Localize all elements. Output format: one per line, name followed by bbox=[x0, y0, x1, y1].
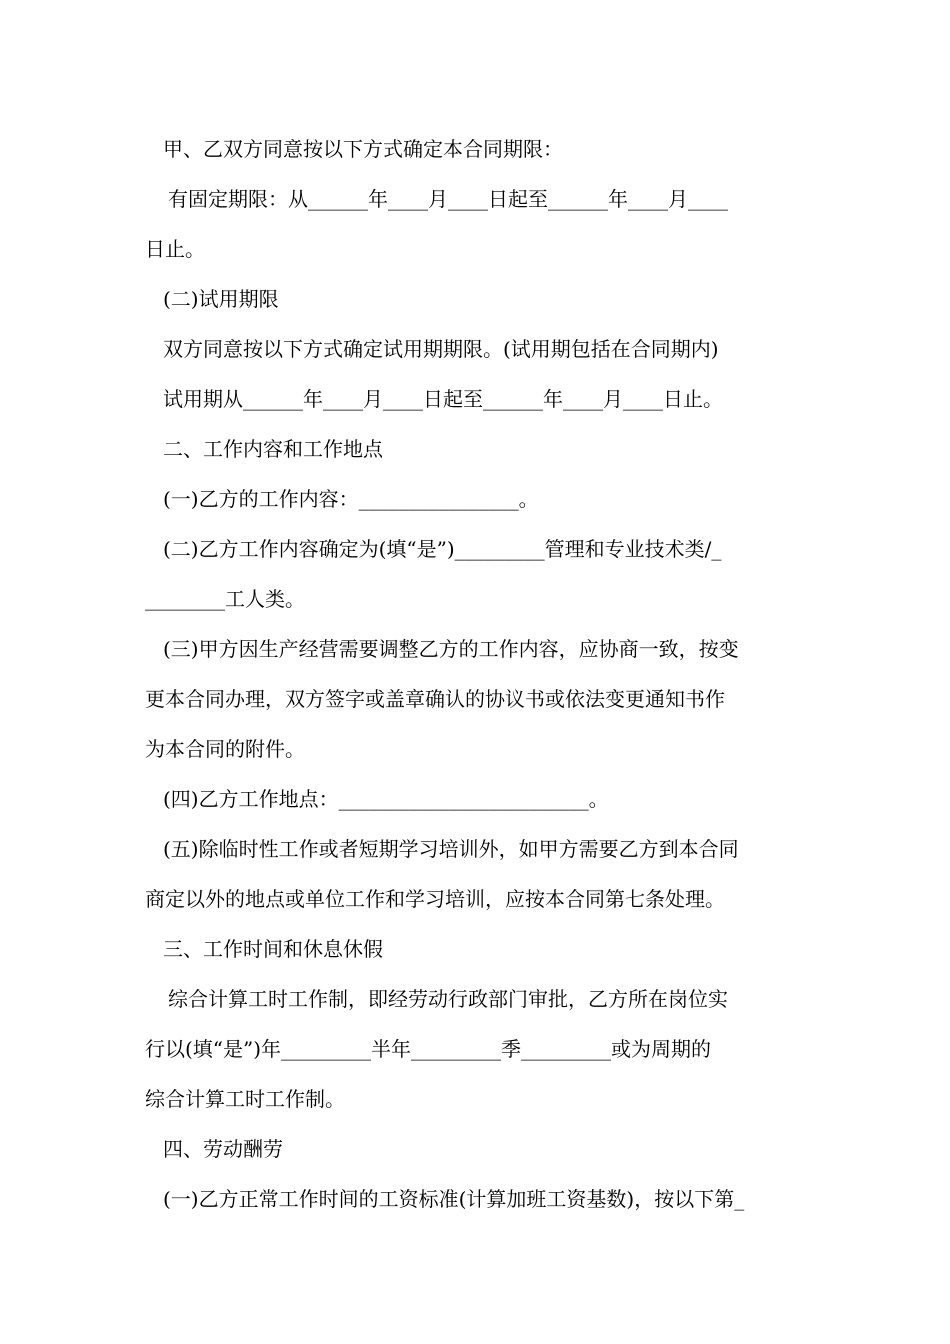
paragraph-comprehensive-hours: 综合计算工时工作制，即经劳动行政部门审批，乙方所在岗位实 bbox=[168, 987, 728, 1011]
heading-work-content: 二、工作内容和工作地点 bbox=[163, 437, 383, 461]
paragraph-work-location: (四)乙方工作地点：_________________________。 bbox=[163, 787, 609, 811]
heading-probation: (二)试用期限 bbox=[163, 287, 279, 311]
paragraph-fixed-term-end: 日止。 bbox=[145, 237, 205, 261]
paragraph-fixed-term: 有固定期限：从______年____月____日起至______年____月____ bbox=[168, 187, 728, 211]
paragraph-work-type: (二)乙方工作内容确定为(填“是”)_________管理和专业技术类/_ bbox=[163, 537, 722, 561]
paragraph-work-content: (一)乙方的工作内容：________________。 bbox=[163, 487, 539, 511]
paragraph-adjust-content-cont1: 更本合同办理，双方签字或盖章确认的协议书或依法变更通知书作 bbox=[145, 687, 725, 711]
paragraph-adjust-content: (三)甲方因生产经营需要调整乙方的工作内容，应协商一致，按变 bbox=[163, 637, 739, 661]
paragraph-contract-term-intro: 甲、乙双方同意按以下方式确定本合同期限： bbox=[163, 137, 563, 161]
paragraph-other-location-cont: 商定以外的地点或单位工作和学习培训，应按本合同第七条处理。 bbox=[145, 887, 725, 911]
paragraph-work-type-cont: ________工人类。 bbox=[145, 587, 305, 611]
paragraph-comprehensive-hours-cont1: 行以(填“是”)年_________半年_________季_________或为周期的 bbox=[145, 1037, 712, 1061]
heading-remuneration: 四、劳动酬劳 bbox=[163, 1137, 283, 1161]
paragraph-probation-dates: 试用期从______年____月____日起至______年____月____日止。 bbox=[163, 387, 723, 411]
paragraph-probation-intro: 双方同意按以下方式确定试用期期限。(试用期包括在合同期内) bbox=[163, 337, 719, 361]
paragraph-wage-standard: (一)乙方正常工作时间的工资标准(计算加班工资基数)，按以下第_ bbox=[163, 1187, 745, 1211]
paragraph-comprehensive-hours-cont2: 综合计算工时工作制。 bbox=[145, 1087, 345, 1111]
heading-work-hours: 三、工作时间和休息休假 bbox=[163, 937, 383, 961]
paragraph-adjust-content-cont2: 为本合同的附件。 bbox=[145, 737, 305, 761]
paragraph-other-location: (五)除临时性工作或者短期学习培训外，如甲方需要乙方到本合同 bbox=[163, 837, 739, 861]
